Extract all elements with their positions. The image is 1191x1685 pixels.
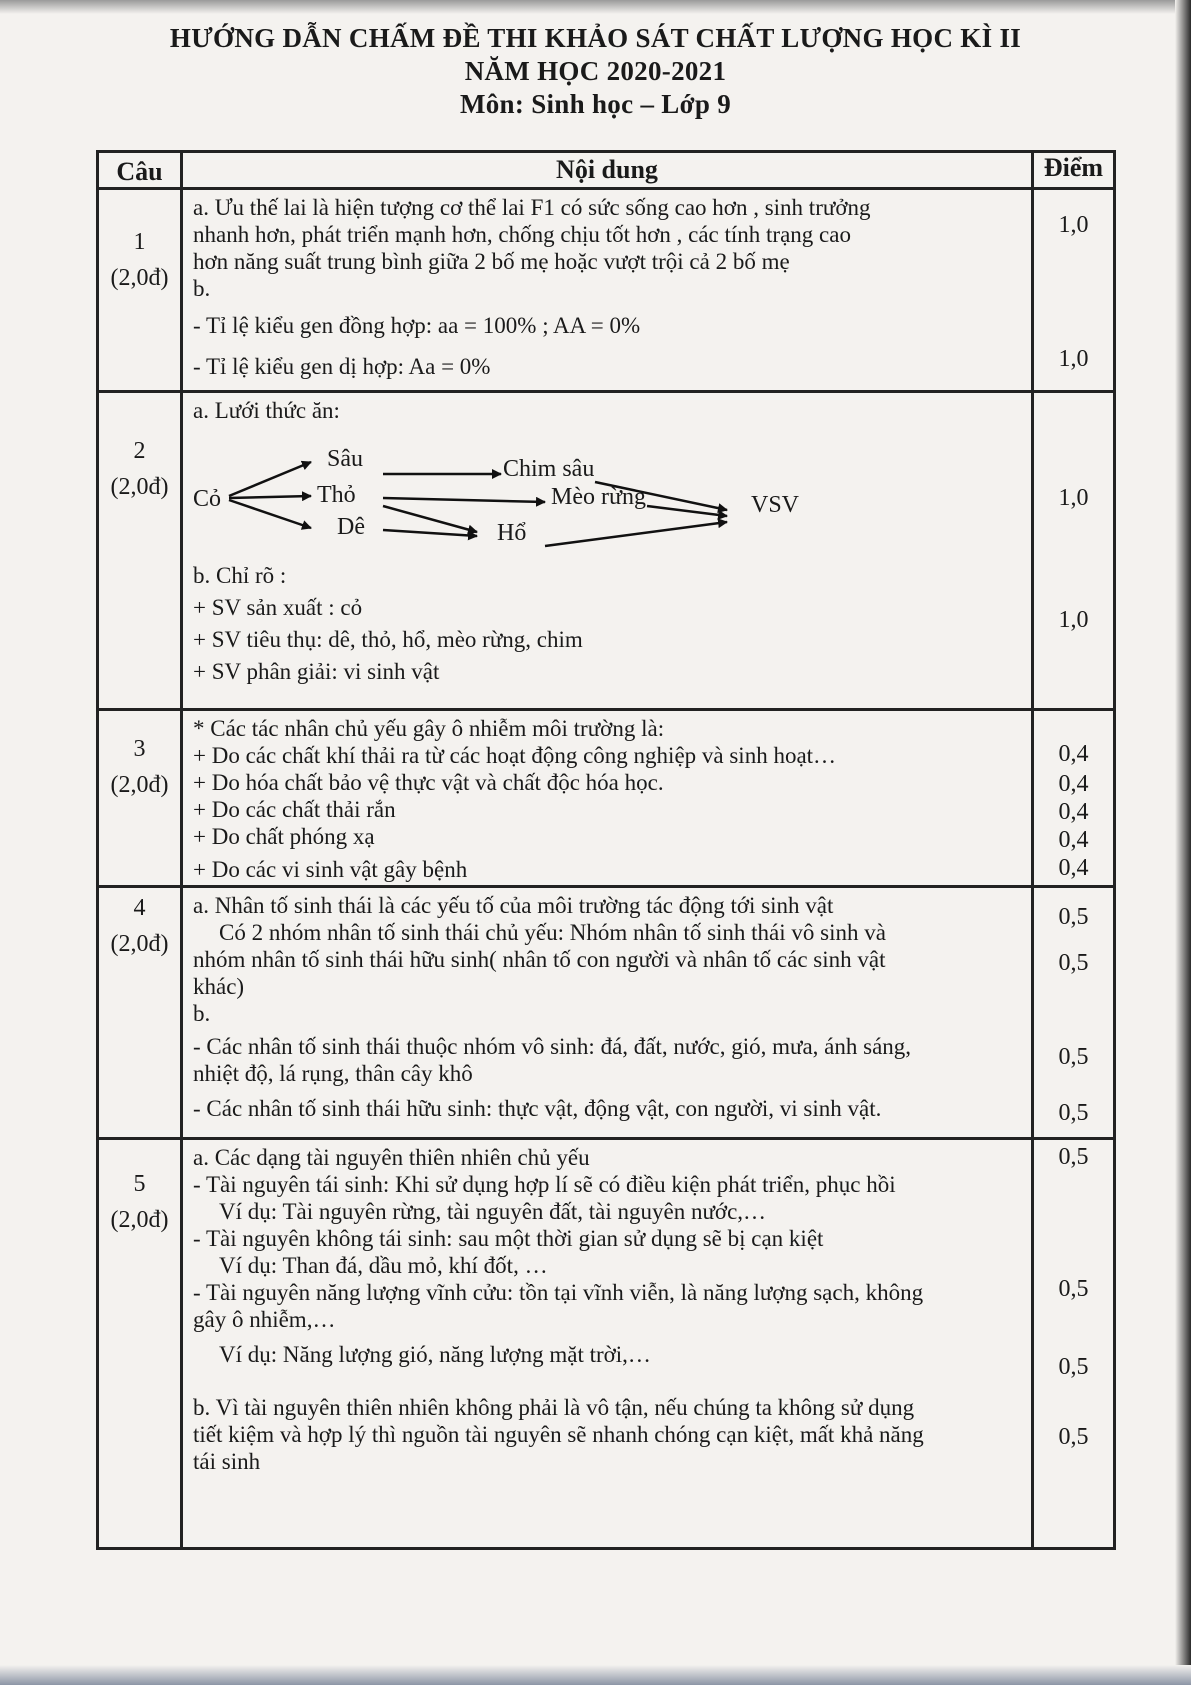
content-line: a. Nhân tố sinh thái là các yếu tố của môi trường tác động tới sinh vật [193,893,834,918]
content-line: nhanh hơn, phát triển mạnh hơn, chống chịu tốt hơn , các tính trạng cao [193,222,851,247]
arrow-co-sau [229,462,311,496]
question-content [182,189,1033,392]
score-value: 0,5 [1058,950,1089,976]
content-line: khác) [193,974,245,999]
col-header-question: Câu [98,152,182,189]
score-value: 0,4 [1058,771,1089,797]
question-content [182,1139,1033,1549]
organism-tho: Thỏ [317,482,356,508]
content-line: + Do các chất thải rắn [193,797,396,822]
content-line: + Do các chất khí thải ra từ các hoạt động công nghiệp và sinh hoạt… [193,743,837,768]
document-title: HƯỚNG DẪN CHẤM ĐỀ THI KHẢO SÁT CHẤT LƯỢNG HỌC KÌ II [169,23,1022,53]
score-value: 1,0 [1058,212,1089,238]
question-content [182,710,1033,887]
question-row-1 [98,189,1115,392]
score-value: 0,4 [1058,827,1089,853]
content-line: a. Lưới thức ăn: [193,398,340,423]
question-number-cell [98,887,182,1139]
score-value: 0,4 [1058,799,1089,825]
content-line: b. Chỉ rõ : [193,563,287,588]
score-cell [1033,189,1115,392]
score-cell [1033,710,1115,887]
content-line: + Do các vi sinh vật gây bệnh [193,857,468,882]
score-value: 0,5 [1058,1100,1089,1126]
scan-top-shadow [0,0,1191,14]
score-value: 0,5 [1058,1354,1089,1380]
score-value: 0,5 [1058,1276,1089,1302]
score-value: 1,0 [1058,346,1089,372]
arrow-co-de [229,500,311,528]
question-points: (2,0đ) [110,931,169,957]
question-points: (2,0đ) [110,1207,169,1233]
score-value: 1,0 [1058,485,1089,511]
content-line: b. Vì tài nguyên thiên nhiên không phải là vô tận, nếu chúng ta không sử dụng [193,1395,915,1420]
score-value: 0,4 [1058,741,1089,767]
document-header [0,22,1191,121]
question-number: 1 [133,229,146,255]
content-line: Ví dụ: Tài nguyên rừng, tài nguyên đất, tài nguyên nước,… [219,1199,767,1224]
question-number: 2 [133,438,146,464]
content-line: gây ô nhiễm,… [193,1307,336,1332]
arrow-tho-meorung [383,498,545,502]
score-value: 0,5 [1058,904,1089,930]
organism-co: Cỏ [193,486,222,512]
score-value: 0,5 [1058,1424,1089,1450]
content-line: tái sinh [193,1449,261,1474]
content-line: nhóm nhân tố sinh thái hữu sinh( nhân tố con người và nhân tố các sinh vật [193,947,886,972]
content-line: Ví dụ: Năng lượng gió, năng lượng mặt trời,… [219,1342,651,1367]
organism-vsv: VSV [751,492,800,518]
content-line: - Tài nguyên năng lượng vĩnh cửu: tồn tại vĩnh viễn, là năng lượng sạch, không [193,1280,924,1305]
organism-de: Dê [337,514,365,540]
question-row-3 [98,710,1115,887]
content-line: + Do chất phóng xạ [193,824,375,849]
grading-table [96,150,1116,1550]
score-value: 0,5 [1058,1144,1089,1170]
organism-sau: Sâu [327,446,363,472]
school-year: NĂM HỌC 2020-2021 [464,56,727,86]
content-line: Ví dụ: Than đá, dầu mỏ, khí đốt, … [219,1253,548,1278]
content-line: tiết kiệm và hợp lý thì nguồn tài nguyên sẽ nhanh chóng cạn kiệt, mất khả năng [193,1422,924,1447]
question-points: (2,0đ) [110,474,169,500]
content-line: Có 2 nhóm nhân tố sinh thái chủ yếu: Nhóm nhân tố sinh thái vô sinh và [219,920,886,945]
question-row-4 [98,887,1115,1139]
arrow-ho-vsv [545,522,727,546]
score-value: 0,5 [1058,1044,1089,1070]
question-number: 4 [133,895,146,921]
score-cell [1033,1139,1115,1549]
col-header-score: Điểm [1033,152,1115,189]
col-header-content: Nội dung [182,152,1033,189]
content-line: - Tỉ lệ kiểu gen đồng hợp: aa = 100% ; AA = 0% [193,313,641,338]
food-web-diagram [193,446,953,556]
question-number: 5 [133,1171,146,1197]
arrow-de-ho [383,530,477,536]
organism-ho: Hổ [497,520,527,546]
subject-line: Môn: Sinh học – Lớp 9 [459,89,732,119]
content-line: b. [193,276,211,301]
question-number: 3 [133,736,146,762]
score-value: 1,0 [1058,607,1089,633]
question-number-cell [98,392,182,710]
content-line: hơn năng suất trung bình giữa 2 bố mẹ hoặc vượt trội cả 2 bố mẹ [193,249,790,274]
arrow-tho-ho [383,506,477,532]
scan-right-shadow [1175,0,1191,1685]
table-header-row [98,152,1115,189]
content-line: - Tài nguyên không tái sinh: sau một thời gian sử dụng sẽ bị cạn kiệt [193,1226,824,1251]
content-line: + SV phân giải: vi sinh vật [193,659,440,684]
question-points: (2,0đ) [110,265,169,291]
arrow-co-tho [229,496,311,498]
content-line: - Các nhân tố sinh thái thuộc nhóm vô sinh: đá, đất, nước, gió, mưa, ánh sáng, [193,1034,912,1059]
score-cell [1033,887,1115,1139]
score-cell [1033,392,1115,710]
content-line: nhiệt độ, lá rụng, thân cây khô [193,1061,473,1086]
content-line: + Do hóa chất bảo vệ thực vật và chất độc hóa học. [193,770,664,795]
scan-bottom-shadow [0,1665,1191,1685]
score-value: 0,4 [1058,855,1089,881]
question-number-cell [98,1139,182,1549]
content-line: a. Ưu thế lai là hiện tượng cơ thể lai F1 có sức sống cao hơn , sinh trưởng [193,195,871,220]
content-line: - Tỉ lệ kiểu gen dị hợp: Aa = 0% [193,354,491,379]
question-number-cell [98,189,182,392]
content-line: + SV tiêu thụ: dê, thỏ, hổ, mèo rừng, chim [193,627,583,652]
question-content [182,392,1033,710]
content-line: + SV sản xuất : cỏ [193,595,363,620]
content-line: a. Các dạng tài nguyên thiên nhiên chủ yếu [193,1145,590,1170]
content-line: * Các tác nhân chủ yếu gây ô nhiễm môi trường là: [193,716,665,741]
question-content [182,887,1033,1139]
organism-chim-sau: Chim sâu [503,456,595,482]
content-line: b. [193,1001,211,1026]
question-points: (2,0đ) [110,772,169,798]
organism-meo-rung: Mèo rừng [551,484,646,510]
content-line: - Các nhân tố sinh thái hữu sinh: thực vật, động vật, con người, vi sinh vật. [193,1096,882,1121]
question-row-5 [98,1139,1115,1549]
question-row-2 [98,392,1115,710]
question-number-cell [98,710,182,887]
content-line: - Tài nguyên tái sinh: Khi sử dụng hợp lí sẽ có điều kiện phát triển, phục hồi [193,1172,896,1197]
